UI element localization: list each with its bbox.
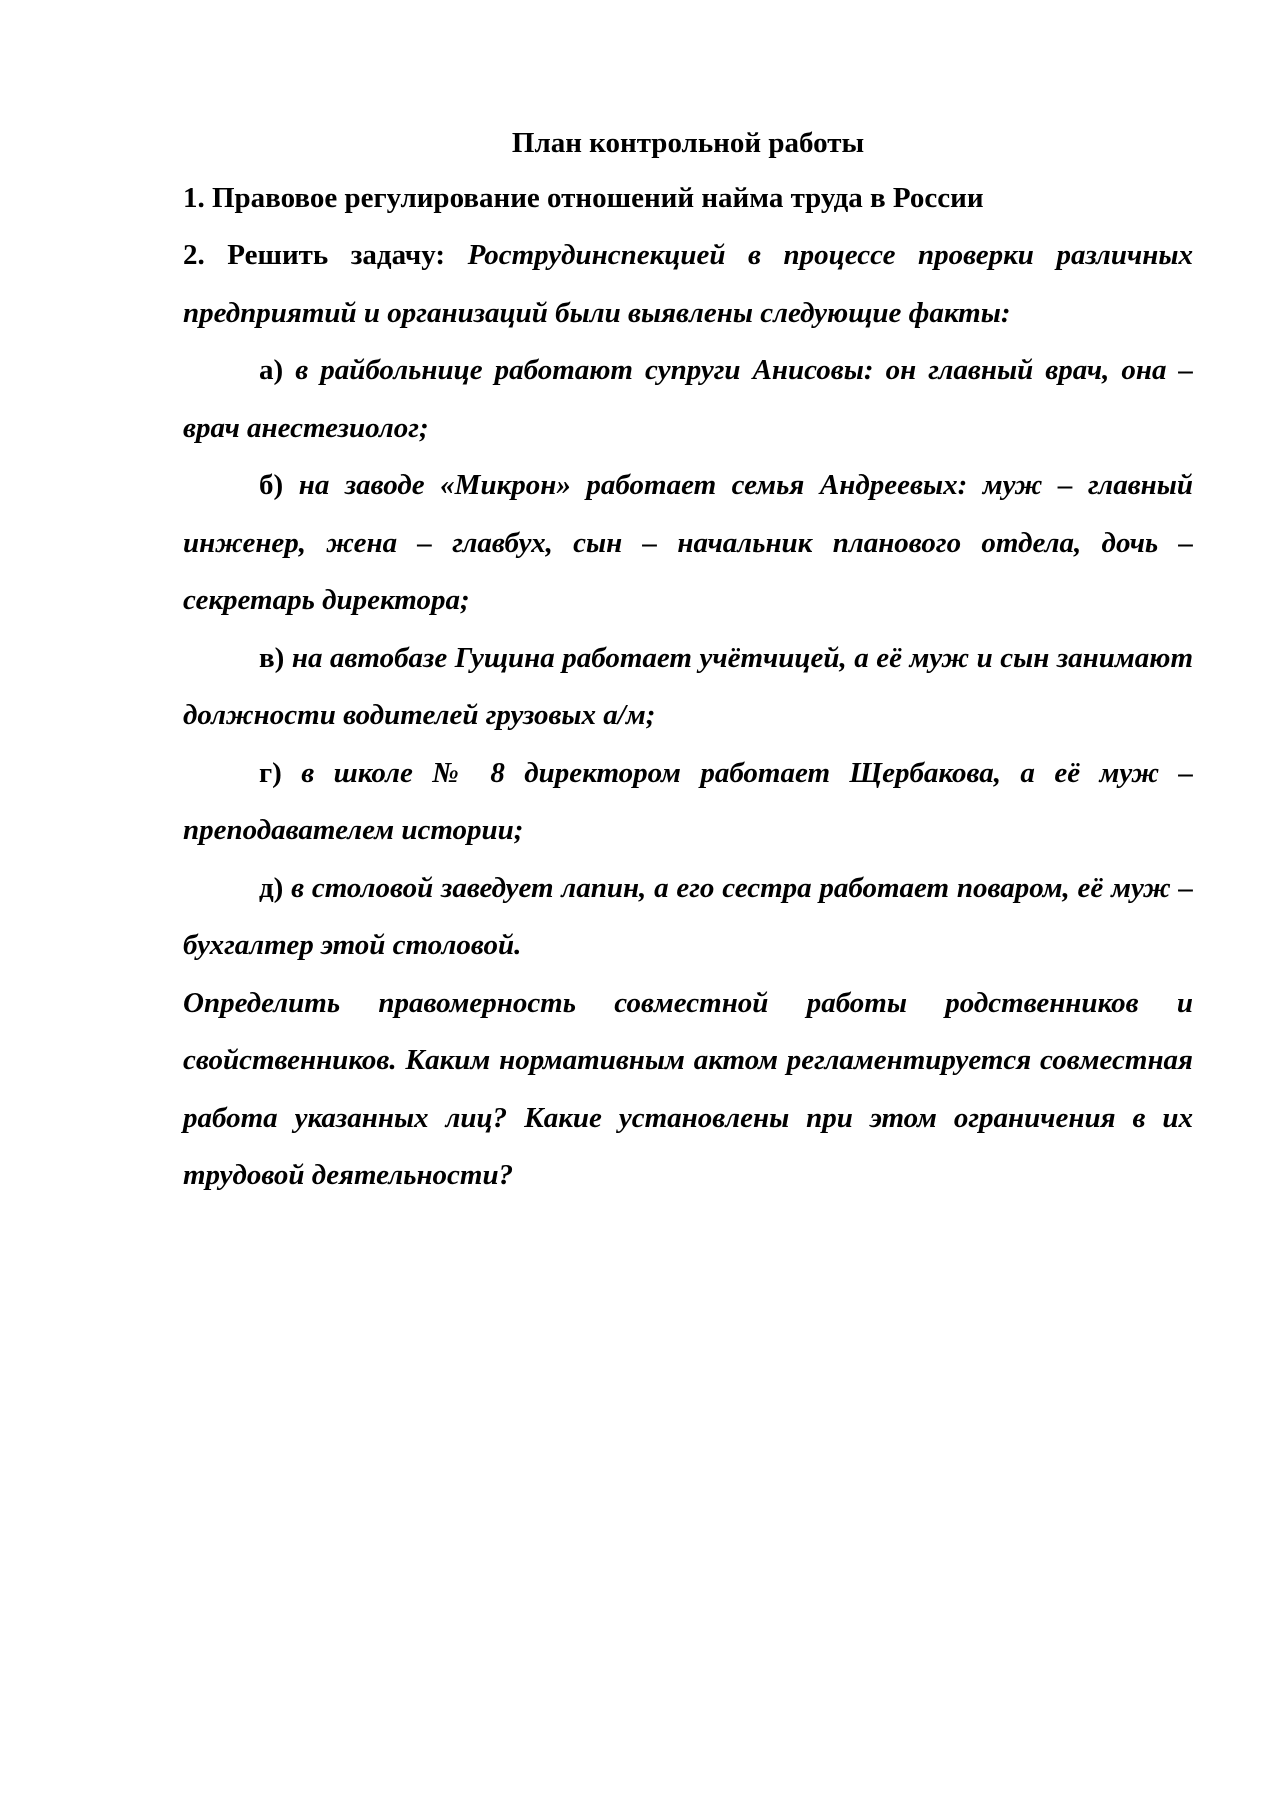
fact-text: в столовой заведует лапин, а его сестра работает поваром, её муж – бухгалтер этой столовой. bbox=[183, 871, 1193, 961]
fact-d bbox=[183, 745, 1193, 860]
fact-text: на автобазе Гущина работает учётчицей, а её муж и сын занимают должности водителей грузовых а/м; bbox=[183, 641, 1194, 731]
question-paragraph: Определить правомерность совместной работы родственников и свойственников. Каким нормативным актом регламентируется совместная работа указанных лиц? Какие установлены при этом ограничения в их трудовой деятельности? bbox=[183, 986, 1193, 1191]
section-1-heading: 1. Правовое регулирование отношений найма труда в России bbox=[183, 182, 984, 214]
fact-text: в райбольнице работают супруги Анисовы: он главный врач, она – врач анестезиолог; bbox=[183, 354, 1193, 444]
fact-e bbox=[183, 860, 1193, 975]
fact-marker: в) bbox=[259, 641, 285, 674]
fact-c bbox=[183, 630, 1193, 745]
task-intro: Рострудинспекцией в процессе проверки различных предприятий и организаций были выявлены следующие факты: bbox=[183, 239, 1193, 329]
fact-marker: б) bbox=[259, 469, 284, 501]
fact-marker: д) bbox=[259, 871, 284, 904]
fact-marker: г) bbox=[259, 756, 282, 789]
fact-text: на заводе «Микрон» работает семья Андреевых: муж – главный инженер, жена – главбух, сын – начальник планового отдела, дочь – секретарь директора; bbox=[183, 469, 1193, 616]
fact-marker: а) bbox=[259, 354, 284, 386]
document-title: План контрольной работы bbox=[511, 127, 865, 159]
fact-text: в школе № 8 директором работает Щербакова, а её муж – преподавателем истории; bbox=[183, 756, 1194, 846]
fact-b bbox=[183, 457, 1193, 630]
task-paragraph bbox=[183, 227, 1193, 342]
fact-a bbox=[183, 342, 1193, 457]
document-body bbox=[183, 116, 1193, 1205]
task-label: 2. Решить задачу: bbox=[183, 239, 446, 271]
